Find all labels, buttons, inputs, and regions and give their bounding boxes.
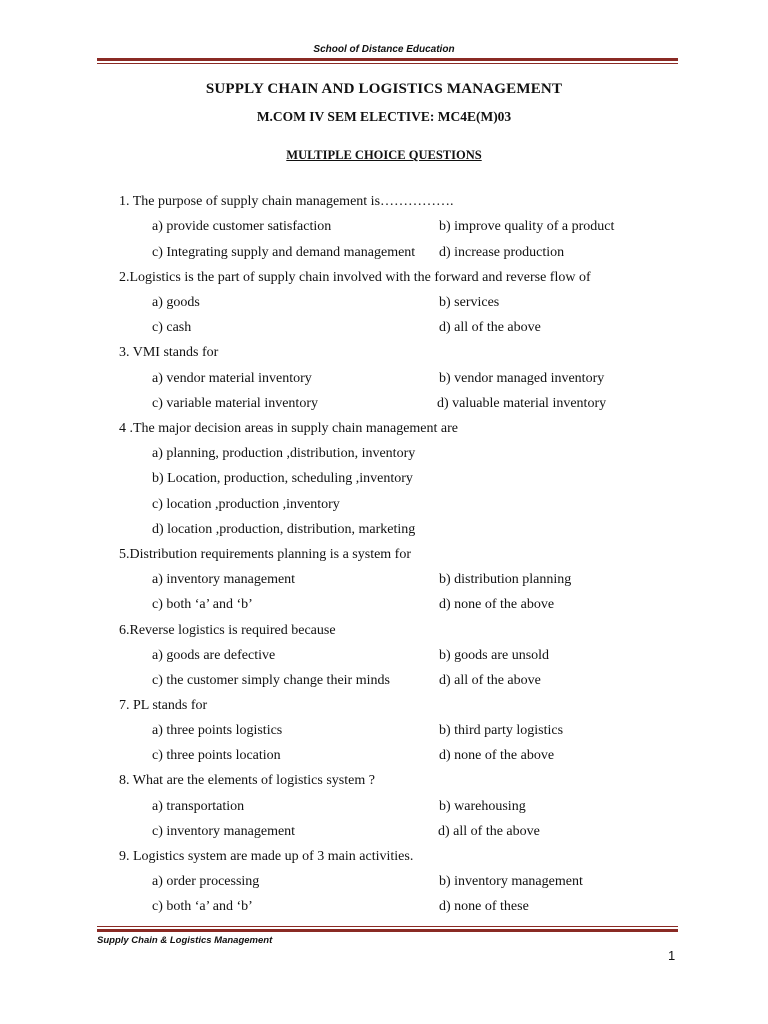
option-d: d) increase production — [439, 245, 565, 260]
question-text: 1. The purpose of supply chain management is……………. — [119, 194, 454, 209]
footer-rule-thick — [97, 929, 678, 932]
option-d: d) none of the above — [439, 748, 555, 763]
question-text: 7. PL stands for — [119, 698, 208, 713]
question-text: 3. VMI stands for — [119, 345, 219, 360]
question-text: 8. What are the elements of logistics system ? — [119, 773, 375, 788]
option-b: b) vendor managed inventory — [439, 371, 605, 386]
page-number: 1 — [668, 948, 676, 963]
option-b: b) services — [439, 295, 500, 310]
option-b: b) third party logistics — [439, 723, 564, 738]
option-d: d) location ,production, distribution, marketing — [152, 522, 416, 537]
option-d: d) valuable material inventory — [437, 396, 607, 411]
footer-rule-thin — [97, 926, 678, 927]
question-text: 6.Reverse logistics is required because — [119, 623, 336, 638]
option-a: a) planning, production ,distribution, inventory — [152, 446, 416, 461]
header-rule-thick — [97, 58, 678, 61]
option-b: b) distribution planning — [439, 572, 572, 587]
option-b: b) goods are unsold — [439, 648, 550, 663]
question-text: 2.Logistics is the part of supply chain involved with the forward and reverse flow of — [119, 270, 591, 285]
option-a: a) inventory management — [152, 572, 296, 587]
document-subtitle: M.COM IV SEM ELECTIVE: MC4E(M)03 — [256, 109, 512, 124]
question-text: 5.Distribution requirements planning is a system for — [119, 547, 412, 562]
option-c: c) both ‘a’ and ‘b’ — [152, 597, 253, 612]
institution-name: School of Distance Education — [313, 44, 455, 55]
option-d: d) all of the above — [438, 824, 540, 839]
option-c: c) cash — [152, 320, 192, 335]
option-d: d) all of the above — [439, 673, 541, 688]
option-d: d) none of the above — [439, 597, 555, 612]
question-text: 9. Logistics system are made up of 3 main activities. — [119, 849, 414, 864]
option-a: a) order processing — [152, 874, 260, 889]
option-b: b) improve quality of a product — [439, 219, 615, 234]
option-b: b) Location, production, scheduling ,inventory — [152, 471, 413, 486]
option-c: c) both ‘a’ and ‘b’ — [152, 899, 253, 914]
option-a: a) vendor material inventory — [152, 371, 312, 386]
course-title: Supply Chain & Logistics Management — [97, 935, 273, 946]
option-d: d) all of the above — [439, 320, 541, 335]
option-a: a) goods — [152, 295, 200, 310]
option-a: a) goods are defective — [152, 648, 276, 663]
option-c: c) three points location — [152, 748, 281, 763]
option-c: c) variable material inventory — [152, 396, 318, 411]
document-title: SUPPLY CHAIN AND LOGISTICS MANAGEMENT — [205, 81, 563, 97]
question-text: 4 .The major decision areas in supply chain management are — [119, 421, 458, 436]
option-d: d) none of these — [439, 899, 529, 914]
option-c: c) the customer simply change their minds — [152, 673, 390, 688]
option-c: c) location ,production ,inventory — [152, 497, 340, 512]
option-b: b) warehousing — [439, 799, 526, 814]
section-heading: MULTIPLE CHOICE QUESTIONS — [286, 148, 482, 162]
option-c: c) Integrating supply and demand management — [152, 245, 416, 260]
option-a: a) provide customer satisfaction — [152, 219, 332, 234]
option-c: c) inventory management — [152, 824, 296, 839]
option-b: b) inventory management — [439, 874, 583, 889]
option-a: a) transportation — [152, 799, 245, 814]
header-rule-thin — [97, 63, 678, 64]
option-a: a) three points logistics — [152, 723, 283, 738]
